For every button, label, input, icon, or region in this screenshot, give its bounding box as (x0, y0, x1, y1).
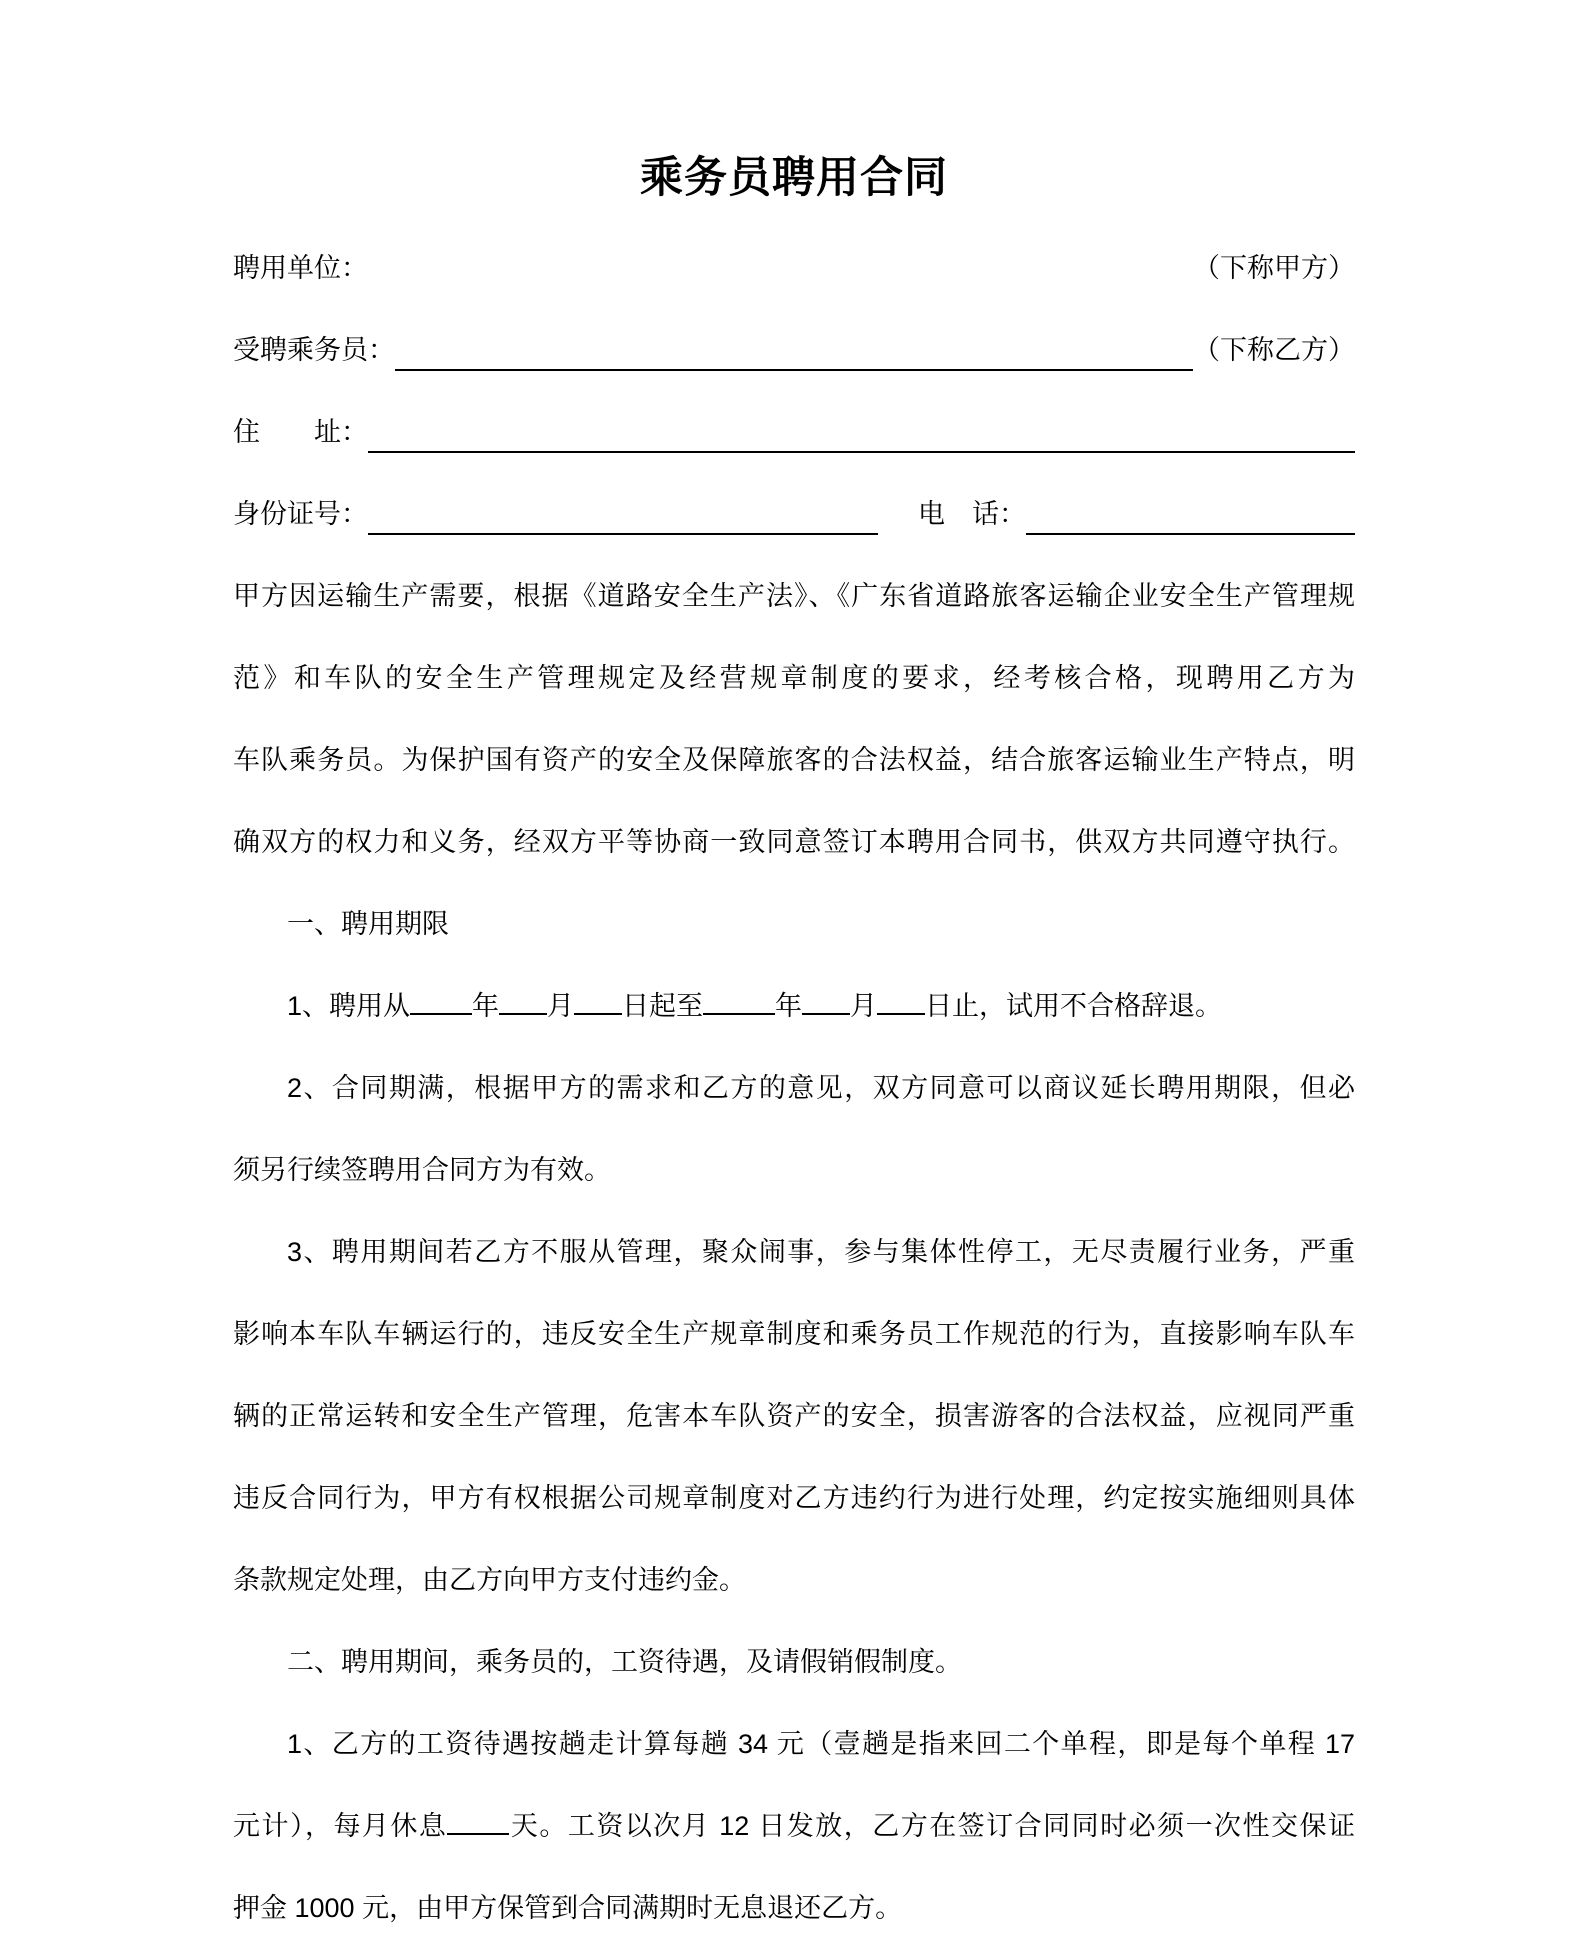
year-blank-line (410, 983, 472, 1015)
intro-line-3: 车队乘务员。为保护国有资产的安全及保障旅客的合法权益，结合旅客运输业生产特点，明 (233, 745, 1355, 775)
section1-clause3-line-2: 影响本车队车辆运行的，违反安全生产规章制度和乘务员工作规范的行为，直接影响车队车 (233, 1319, 1355, 1349)
field-row-employer (233, 227, 1355, 309)
day-blank-line (574, 983, 622, 1015)
clause1-prefix: 1、聘用从 (287, 991, 411, 1021)
clause1-year1: 年 (472, 991, 500, 1021)
section2-clause1-line-3: 押金 1000 元，由甲方保管到合同满期时无息退还乙方。 (233, 1893, 903, 1923)
phone-blank-line (1026, 473, 1355, 535)
intro-line-4: 确双方的权力和义务，经双方平等协商一致同意签订本聘用合同书，供双方共同遵守执行。 (233, 827, 1355, 857)
field-row-employee (233, 309, 1355, 391)
id-number-label: 身份证号： (233, 499, 368, 529)
clause1-tail: 日止，试用不合格辞退。 (925, 991, 1223, 1021)
clause1-mid: 日起至 (622, 991, 704, 1021)
id-number-blank-line (368, 473, 878, 535)
intro-line-1: 甲方因运输生产需要，根据《道路安全生产法》、《广东省道路旅客运输企业安全生产管理规 (233, 581, 1355, 611)
section1-clause3-line-5: 条款规定处理，由乙方向甲方支付违约金。 (233, 1565, 746, 1595)
section2-heading: 二、聘用期间，乘务员的，工资待遇，及请假销假制度。 (287, 1647, 962, 1677)
month2-blank-line (802, 983, 850, 1015)
rest-days-blank-line (447, 1803, 509, 1835)
section1-heading: 一、聘用期限 (287, 909, 449, 939)
section1-clause1-date-line (233, 965, 1355, 1047)
party-a-note: （下称甲方） (1193, 253, 1355, 283)
day2-blank-line (877, 983, 925, 1015)
rest-days-pre: 元计），每月休息 (233, 1811, 448, 1841)
employer-value-space (368, 227, 1193, 287)
address-label: 住 址： (233, 417, 368, 447)
clause1-month2: 月 (850, 991, 878, 1021)
employee-blank-line (395, 309, 1193, 371)
section1-clause3-line-4: 违反合同行为，甲方有权根据公司规章制度对乙方违约行为进行处理，约定按实施细则具体 (233, 1483, 1355, 1513)
section2-clause1-line-2 (233, 1785, 1355, 1867)
field-row-address (233, 391, 1355, 473)
employee-label: 受聘乘务员： (233, 335, 395, 365)
section1-clause2-line-1: 2、合同期满，根据甲方的需求和乙方的意见，双方同意可以商议延长聘用期限，但必 (287, 1073, 1355, 1103)
section1-clause3-line-1: 3、聘用期间若乙方不服从管理，聚众闹事，参与集体性停工，无尽责履行业务，严重 (287, 1237, 1355, 1267)
year2-blank-line (703, 983, 775, 1015)
phone-label: 电 话： (917, 499, 1026, 529)
month-blank-line (499, 983, 547, 1015)
address-blank-line (368, 391, 1355, 453)
intro-line-2: 范》和车队的安全生产管理规定及经营规章制度的要求，经考核合格，现聘用乙方为 (233, 663, 1355, 693)
section2-clause1-line-1: 1、乙方的工资待遇按趟走计算每趟 34 元（壹趟是指来回二个单程，即是每个单程 17 (287, 1729, 1355, 1759)
rest-days-post: 天。工资以次月 12 日发放，乙方在签订合同同时必须一次性交保证 (509, 1811, 1355, 1841)
document-title: 乘务员聘用合同 (640, 154, 948, 202)
clause1-month1: 月 (547, 991, 575, 1021)
section1-clause2-line-2: 须另行续签聘用合同方为有效。 (233, 1155, 611, 1185)
party-b-note: （下称乙方） (1193, 335, 1355, 365)
employer-label: 聘用单位： (233, 253, 368, 283)
field-row-id-phone (233, 473, 1355, 555)
section1-clause3-line-3: 辆的正常运转和安全生产管理，危害本车队资产的安全，损害游客的合法权益，应视同严重 (233, 1401, 1355, 1431)
clause1-year2: 年 (775, 991, 803, 1021)
